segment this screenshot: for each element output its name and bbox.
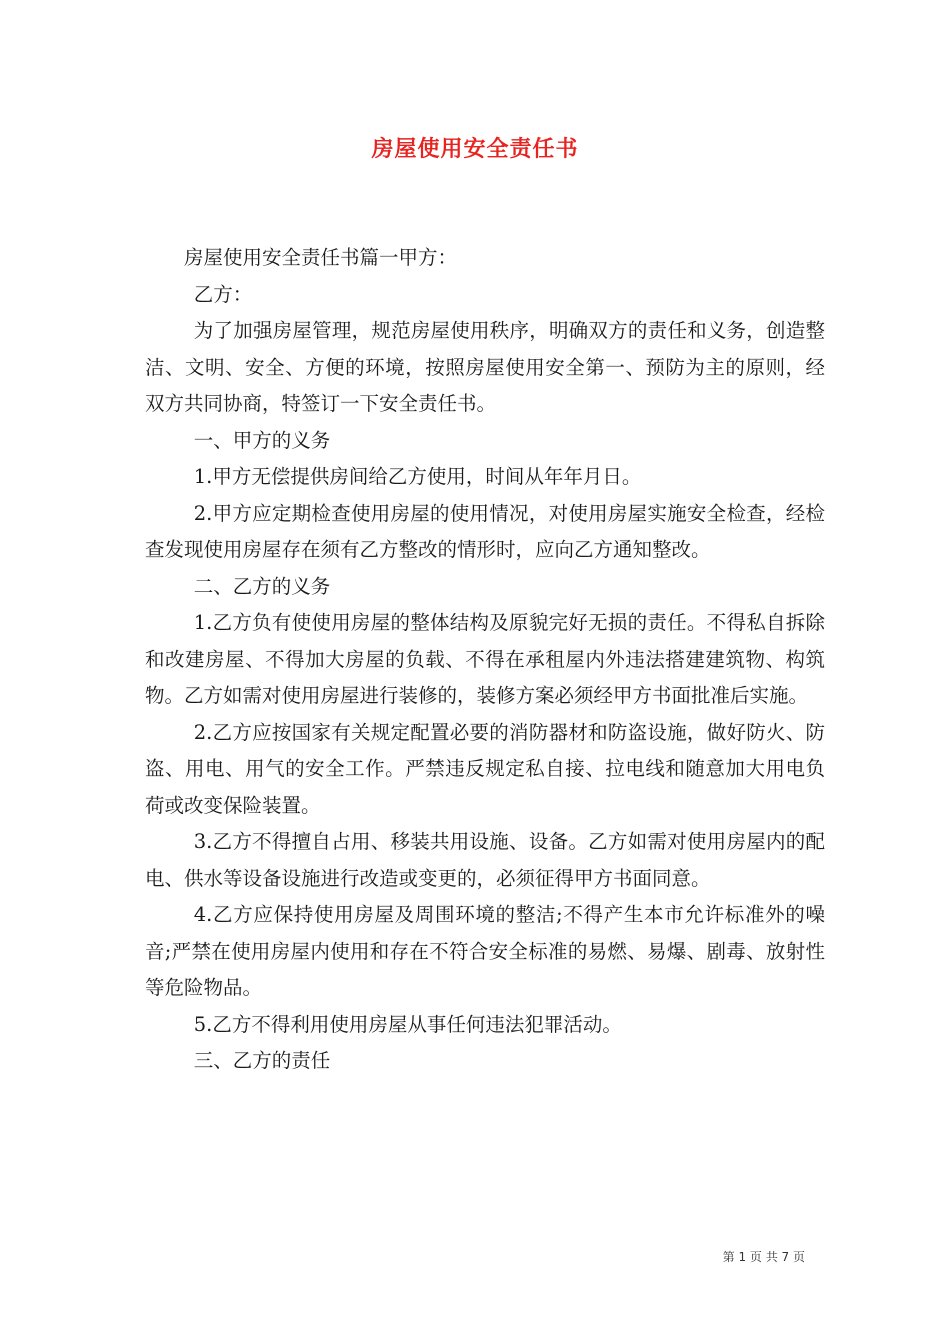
paragraph-a-2: 2.甲方应定期检查使用房屋的使用情况，对使用房屋实施安全检查，经检查发现使用房屋存在须有乙方整改的情形时，应向乙方通知整改。 bbox=[145, 501, 825, 561]
paragraph-party-b: 乙方： bbox=[193, 282, 253, 306]
paragraph-intro: 为了加强房屋管理，规范房屋使用秩序，明确双方的责任和义务，创造整洁、文明、安全、方便的环境，按照房屋使用安全第一、预防为主的原则，经双方共同协商，特签订一下安全责任书。 bbox=[145, 319, 825, 415]
document-body bbox=[145, 240, 825, 1080]
paragraph-b-1: 1.乙方负有使使用房屋的整体结构及原貌完好无损的责任。不得私自拆除和改建房屋、不得加大房屋的负载、不得在承租屋内外违法搭建建筑物、构筑物。乙方如需对使用房屋进行装修的，装修方案必须经甲方书面批准后实施。 bbox=[145, 611, 825, 707]
paragraph-heading: 房屋使用安全责任书篇一甲方： bbox=[184, 246, 458, 269]
paragraph-b-3: 3.乙方不得擅自占用、移装共用设施、设备。乙方如需对使用房屋内的配电、供水等设备设施进行改造或变更的，必须征得甲方书面同意。 bbox=[145, 830, 825, 890]
paragraph-a-1: 1.甲方无偿提供房间给乙方使用，时间从年年月日。 bbox=[193, 465, 642, 488]
paragraph-b-2: 2.乙方应按国家有关规定配置必要的消防器材和防盗设施，做好防火、防盗、用电、用气的安全工作。严禁违反规定私自接、拉电线和随意加大用电负荷或改变保险装置。 bbox=[145, 720, 825, 817]
page-number: 第 1 页 共 7 页 bbox=[722, 1250, 805, 1264]
document-title: 房屋使用安全责任书 bbox=[371, 136, 579, 162]
paragraph-b-5: 5.乙方不得利用使用房屋从事任何违法犯罪活动。 bbox=[193, 1012, 622, 1036]
section-heading-c: 三、乙方的责任 bbox=[193, 1049, 331, 1072]
section-heading-a: 一、甲方的义务 bbox=[193, 428, 331, 452]
section-heading-b: 二、乙方的义务 bbox=[193, 574, 331, 598]
paragraph-b-4: 4.乙方应保持使用房屋及周围环境的整洁;不得产生本市允许标准外的噪音;严禁在使用房屋内使用和存在不符合安全标准的易燃、易爆、剧毒、放射性等危险物品。 bbox=[145, 903, 825, 999]
